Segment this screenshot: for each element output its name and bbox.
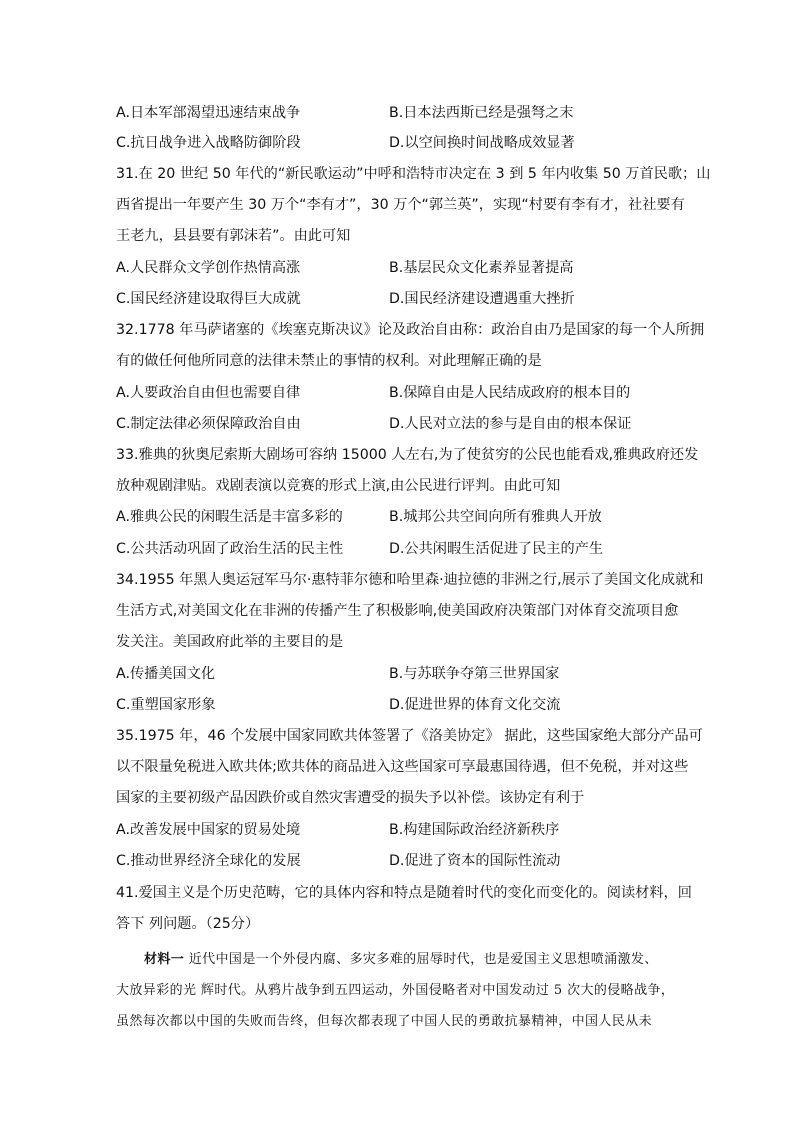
q32-stem-line-1: 32.1778 年马萨诸塞的《埃塞克斯决议》论及政治自由称：政治自由乃是国家的每一个人所拥 bbox=[116, 322, 705, 338]
q35-option-d: D.促进了资本的国际性流动 bbox=[389, 853, 561, 869]
material-1-line-1-text: 近代中国是一个外侵内腐、多灾多难的屈辱时代，也是爱国主义思想喷涌激发、 bbox=[184, 952, 658, 967]
q35-stem-line-1: 35.1975 年，46 个发展中国家同欧共体签署了《洛美协定》 据此，这些国家绝大部分产品可 bbox=[116, 728, 703, 744]
q30-option-c: C.抗日战争进入战略防御阶段 bbox=[116, 135, 301, 151]
q41-stem-line-2: 答下 列问题。（25分） bbox=[116, 916, 260, 932]
q41-stem-line-1: 41.爱国主义是个历史范畴，它的具体内容和特点是随着时代的变化而变化的。阅读材料，回 bbox=[116, 885, 692, 901]
q32-option-a: A.人要政治自由但也需要自律 bbox=[116, 385, 301, 401]
q32-stem-line-2: 有的做任何他所同意的法律未禁止的事情的权利。对此理解正确的是 bbox=[116, 353, 542, 369]
q33-option-b: B.城邦公共空间向所有雅典人开放 bbox=[389, 509, 602, 525]
q34-option-b: B.与苏联争夺第三世界国家 bbox=[389, 666, 560, 682]
q35-options-row-2 bbox=[116, 849, 716, 873]
q33-options-row-2 bbox=[116, 537, 716, 561]
q31-stem-line-3: 王老九，县县要有郭沫若”。由此可知 bbox=[116, 228, 351, 244]
q34-options-row-2 bbox=[116, 693, 716, 717]
q32-options-row-2 bbox=[116, 412, 716, 436]
q34-stem-line-3: 发关注。美国政府此举的主要目的是 bbox=[116, 634, 344, 650]
q34-options-row-1 bbox=[116, 662, 716, 686]
material-1-line-2: 大放异彩的光 辉时代。从鸦片战争到五四运动，外国侵略者对中国发动过 5 次大的侵略战争， bbox=[116, 983, 675, 998]
q32-option-b: B.保障自由是人民结成政府的根本目的 bbox=[389, 385, 631, 401]
question-41 bbox=[116, 878, 692, 940]
q35-option-b: B.构建国际政治经济新秩序 bbox=[389, 822, 560, 838]
q33-options-row-1 bbox=[116, 505, 716, 529]
q34-option-a: A.传播美国文化 bbox=[116, 666, 216, 682]
question-34 bbox=[116, 565, 704, 658]
q32-option-d: D.人民对立法的参与是自由的根本保证 bbox=[389, 416, 632, 432]
q31-option-b: B.基层民众文化素养显著提高 bbox=[389, 260, 574, 276]
question-33 bbox=[116, 440, 699, 502]
q35-option-c: C.推动世界经济全球化的发展 bbox=[116, 853, 301, 869]
q34-stem-line-2: 生活方式,对美国文化在非洲的传播产生了积极影响,使美国政府决策部门对体育交流项目愈 bbox=[116, 603, 679, 619]
q35-stem-line-3: 国家的主要初级产品因跌价或自然灾害遭受的损失予以补偿。该协定有利于 bbox=[116, 790, 585, 806]
material-1-line-1 bbox=[116, 944, 686, 975]
material-1 bbox=[116, 944, 686, 1037]
q31-option-c: C.国民经济建设取得巨大成就 bbox=[116, 291, 301, 307]
q31-stem-line-2: 西省提出一年要产生 30 万个“李有才”，30 万个“郭兰英”，实现“村要有李有才，社社要有 bbox=[116, 197, 685, 213]
q34-option-d: D.促进世界的体育文化交流 bbox=[389, 697, 561, 713]
q34-option-c: C.重塑国家形象 bbox=[116, 697, 216, 713]
q32-option-c: C.制定法律必须保障政治自由 bbox=[116, 416, 301, 432]
q32-options-row-1 bbox=[116, 381, 716, 405]
q31-stem-line-1: 31.在 20 世纪 50 年代的“新民歌运动”中呼和浩特市决定在 3 到 5 年内收集 50 万首民歌；山 bbox=[116, 166, 711, 182]
question-31 bbox=[116, 159, 711, 252]
q33-option-d: D.公共闲暇生活促进了民主的产生 bbox=[389, 541, 604, 557]
q31-option-a: A.人民群众文学创作热情高涨 bbox=[116, 260, 301, 276]
q35-options-row-1 bbox=[116, 818, 716, 842]
q30-option-d: D.以空间换时间战略成效显著 bbox=[389, 135, 575, 151]
q31-option-d: D.国民经济建设遭遇重大挫折 bbox=[389, 291, 575, 307]
question-35 bbox=[116, 721, 703, 814]
material-1-line-3: 虽然每次都以中国的失败而告终，但每次都表现了中国人民的勇敢抗暴精神，中国人民从未 bbox=[116, 1014, 653, 1029]
q31-options-row-1 bbox=[116, 256, 716, 280]
question-32 bbox=[116, 315, 705, 377]
q33-stem-line-1: 33.雅典的狄奥尼索斯大剧场可容纳 15000 人左右,为了使贫穷的公民也能看戏,雅典政府还发 bbox=[116, 447, 699, 463]
q30-options-row-2 bbox=[116, 131, 716, 155]
q33-stem-line-2: 放种观剧津贴。戏剧表演以竞赛的形式上演,由公民进行评判。由此可知 bbox=[116, 478, 561, 494]
q30-options-row-1 bbox=[116, 101, 716, 125]
q34-stem-line-1: 34.1955 年黑人奥运冠军马尔·惠特菲尔德和哈里森·迪拉德的非洲之行,展示了美国文化成就和 bbox=[116, 572, 704, 588]
q33-option-a: A.雅典公民的闲暇生活是丰富多彩的 bbox=[116, 509, 343, 525]
q35-stem-line-2: 以不限量免税进入欧共体;欧共体的商品进入这些国家可享最惠国待遇，但不免税，并对这些 bbox=[116, 759, 689, 775]
q35-option-a: A.改善发展中国家的贸易处境 bbox=[116, 822, 301, 838]
q31-options-row-2 bbox=[116, 287, 716, 311]
material-1-label: 材料一 bbox=[144, 952, 185, 967]
q30-option-b: B.日本法西斯已经是强弩之末 bbox=[389, 105, 574, 121]
q33-option-c: C.公共活动巩固了政治生活的民主性 bbox=[116, 541, 344, 557]
q30-option-a: A.日本军部渴望迅速结束战争 bbox=[116, 105, 301, 121]
